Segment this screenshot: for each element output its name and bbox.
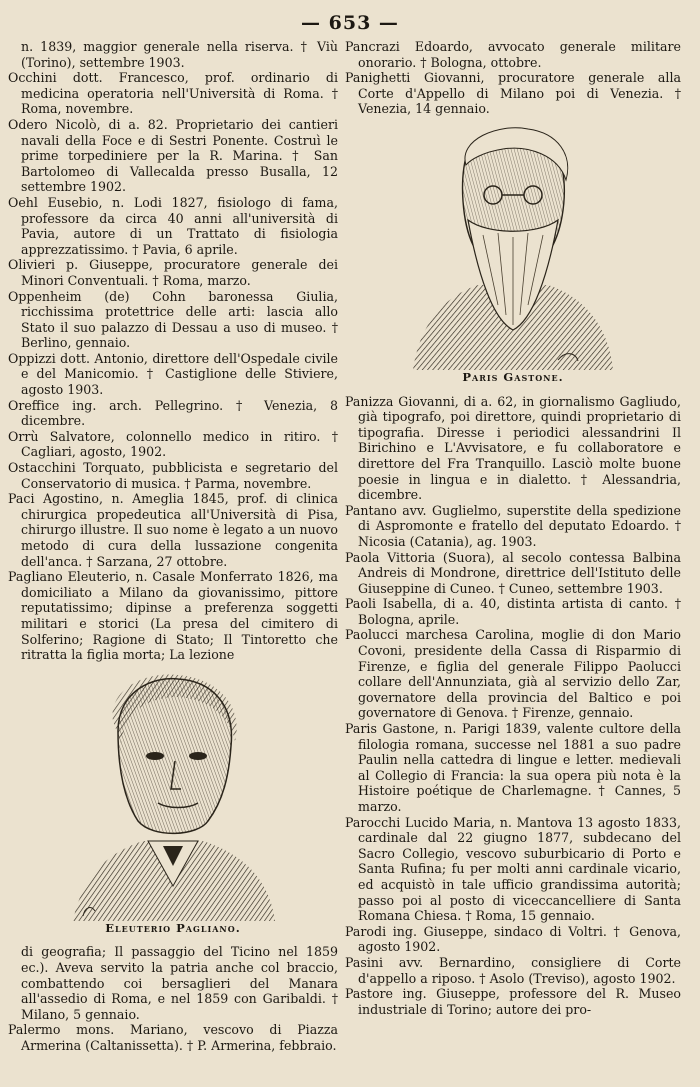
right-entries-top [345, 39, 681, 117]
portrait-eleuterio-pagliano [63, 671, 283, 921]
entry: Pasini avv. Bernardino, consigliere di Corte d'appello a riposo. † Asolo (Treviso), agosto 1902. [345, 954, 681, 986]
entry: Pagliano Eleuterio, n. Casale Monferrato 1826, ma domiciliato a Milano da giovanissimo, pittore reputatissimo; dipinse a preferenza soggetti militari e storici (La presa del cimitero di Solferino; Ragione di Stato; Il Tintoretto che ritratta la figlia morta; La lezione [8, 569, 338, 663]
entry: Paci Agostino, n. Ameglia 1845, prof. di clinica chirurgica propedeutica all'Università di Pisa, chirurgo illustre. Il suo nome è legato a un nuovo metodo di cura della lussazione congenita dell'anca. † Sarzana, 27 ottobre. [8, 491, 338, 569]
portrait-caption-pagliano: Eleuterio Pagliano. [105, 920, 241, 935]
entry: Olivieri p. Giuseppe, procuratore generale dei Minori Conventuali. † Roma, marzo. [8, 257, 338, 288]
entry: Palermo mons. Mariano, vescovo di Piazza Armerina (Caltanissetta). † P. Armerina, febbraio. [8, 1022, 338, 1053]
entry: Oehl Eusebio, n. Lodi 1827, fisiologo di fama, professore da circa 40 anni all'università di Pavia, autore di un Trattato di fisiologia apprezzatissimo. † Pavia, 6 aprile. [8, 194, 338, 257]
entry: Oppenheim (de) Cohn baronessa Giulia, ricchissima protettrice delle arti: lascia allo Stato il suo palazzo di Dessau a uso di museo. † Berlino, gennaio. [8, 288, 338, 351]
entry: Pancrazi Edoardo, avvocato generale militare onorario. † Bologna, ottobre. [345, 39, 681, 70]
entry: Parocchi Lucido Maria, n. Mantova 13 agosto 1833, cardinale dal 22 giugno 1877, subdecano del Sacro Collegio, vescovo suburbicario di Porto e Santa Rufina; fu per molti anni cardinale vicario, ed acquistò in tale ufficio grandissima autorità; passo poi al posto di viceccancelliere di Santa Romana Chiesa. † Roma, 15 gennaio. [345, 814, 681, 924]
page-number: — 653 — [301, 12, 399, 34]
right-entries-bottom [345, 394, 681, 1018]
left-column [8, 39, 338, 1054]
entry: Paris Gastone, n. Parigi 1839, valente cultore della filologia romana, successe nel 1881 a suo padre Paulin nella cattedra di lingue e letter. medievali al Collegio di Francia: la sua opera più nota è la Histoire poétique de Charlemagne. † Cannes, 5 marzo. [345, 721, 681, 814]
entry: Occhini dott. Francesco, prof. ordinario di medicina operatoria nell'Università di Roma. † Roma, novembre. [8, 70, 338, 117]
portrait-caption-paris: Paris Gastone. [462, 369, 564, 384]
portrait-paris-gastone [408, 125, 618, 370]
entry: Paolucci marchesa Carolina, moglie di don Mario Covoni, presidente della Cassa di Risparmio di Firenze, e figlia del generale Filippo Paolucci collare dell'Annunziata, già al servizio dello Zar, governatore della provincia del Baltico e poi governatore di Genova. † Firenze, gennaio. [345, 627, 681, 721]
entry: di geografia; Il passaggio del Ticino nel 1859 ec.). Aveva servito la patria anche col braccio, combattendo coi bersaglieri del Manara all'assedio di Roma, e nel 1859 con Garibaldi. † Milano, 5 gennaio. [21, 944, 338, 1022]
left-entries-bottom [8, 944, 338, 1053]
entry: Paola Vittoria (Suora), al secolo contessa Balbina Andreis di Mondrone, direttrice dell'Istituto delle Giuseppine di Cuneo. † Cuneo, settembre 1903. [345, 549, 681, 596]
entry: Odero Nicolò, di a. 82. Proprietario dei cantieri navali della Foce e di Sestri Ponente. Costruì le prime torpediniere per la R. Marina. † San Bartolomeo di Vallecalda presso Busalla, 12 settembre 1902. [8, 116, 338, 195]
entry: Ostacchini Torquato, pubblicista e segretario del Conservatorio di musica. † Parma, novembre. [8, 460, 338, 491]
entry: Panizza Giovanni, di a. 62, in giornalismo Gagliudo, già tipografo, poi direttore, quindi proprietario di tipografia. Diresse i periodici alessandrini Il Birichino e L'Avvisatore, e fu collaboratore e direttore del Fra Tranquillo. Lasciò molte buone poesie in lingua e in dialetto. † Alessandria, dicembre. [345, 393, 681, 503]
entry: Oreffice ing. arch. Pellegrino. † Venezia, 8 dicembre. [8, 397, 338, 429]
entry: Panighetti Giovanni, procuratore generale alla Corte d'Appello di Milano poi di Venezia. † Venezia, 14 gennaio. [345, 70, 681, 117]
right-column [345, 39, 681, 1017]
entry: Pantano avv. Guglielmo, superstite della spedizione di Aspromonte e fratello del deputato Edoardo. † Nicosia (Catania), ag. 1903. [345, 502, 681, 549]
entry: Paoli Isabella, di a. 40, distinta artista di canto. † Bologna, aprile. [345, 596, 681, 627]
left-entries-top [8, 39, 338, 663]
entry: n. 1839, maggior generale nella riserva. † Viù (Torino), settembre 1903. [21, 39, 338, 70]
entry: Pastore ing. Giuseppe, professore del R. Museo industriale di Torino; autore dei pro- [345, 986, 681, 1017]
entry: Parodi ing. Giuseppe, sindaco di Voltri. † Genova, agosto 1902. [345, 923, 681, 955]
entry: Oppizzi dott. Antonio, direttore dell'Ospedale civile e del Manicomio. † Castiglione delle Stiviere, agosto 1903. [8, 350, 338, 398]
entry: Orrù Salvatore, colonnello medico in ritiro. † Cagliari, agosto, 1902. [8, 428, 338, 460]
